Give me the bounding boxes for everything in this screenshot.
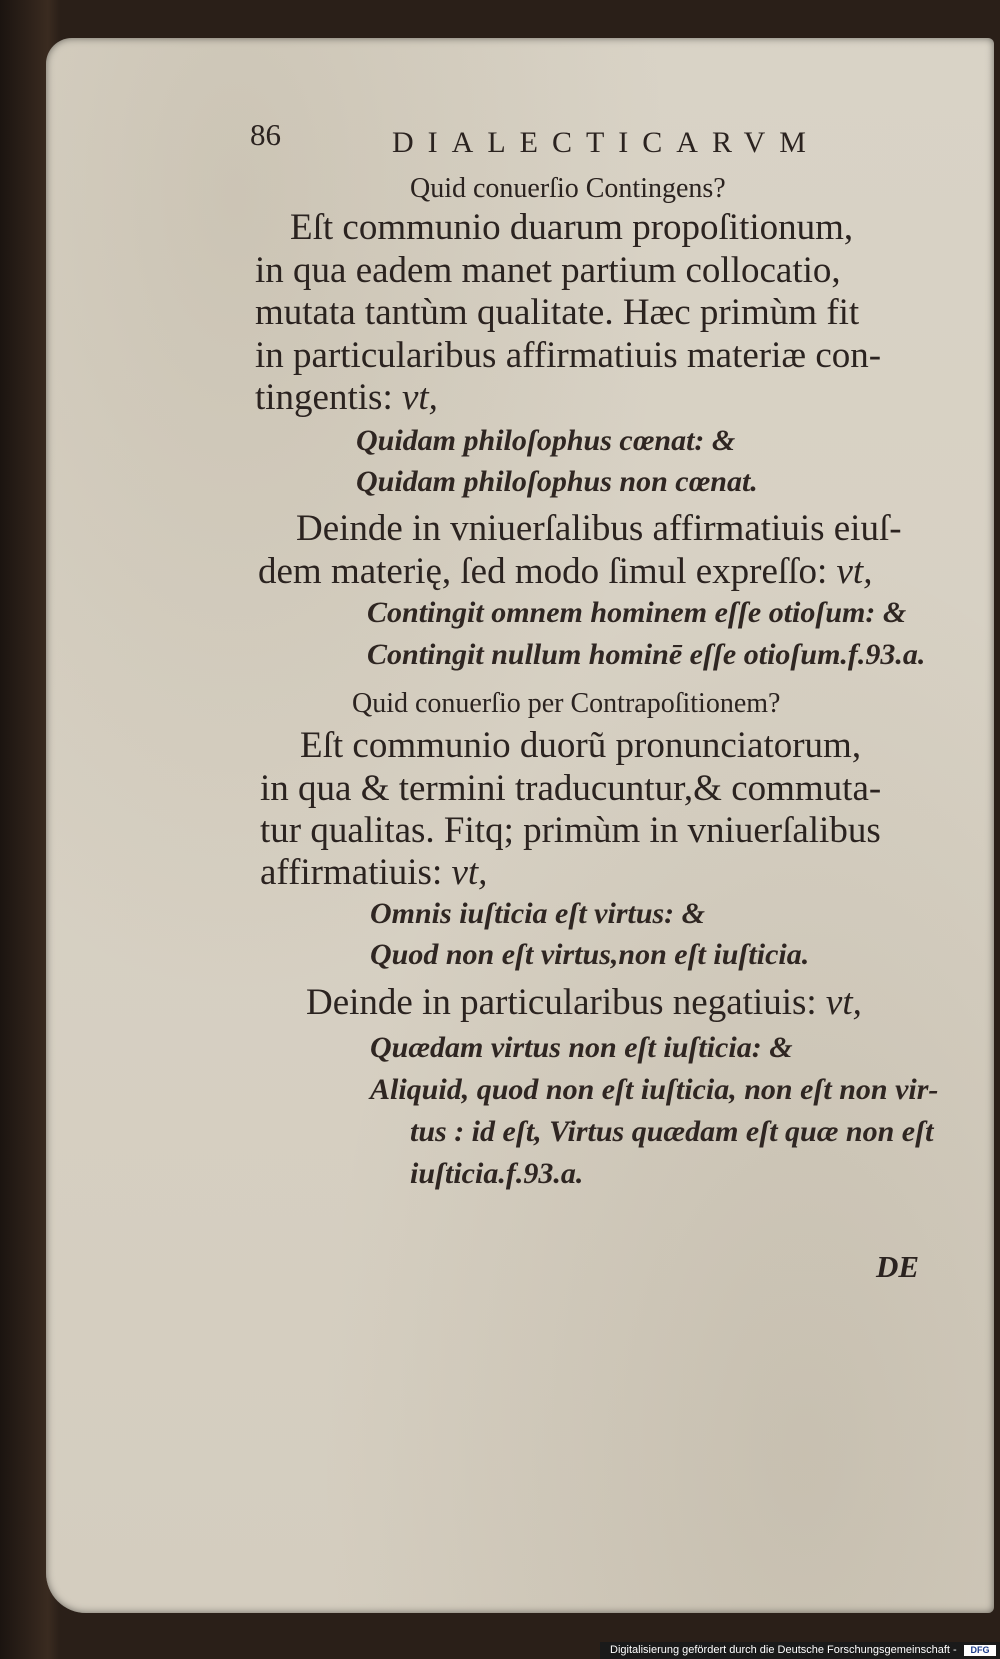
catchword: DE <box>876 1249 920 1284</box>
example-line: Contingit omnem hominem eſſe otioſum: & <box>367 596 907 629</box>
body-line <box>260 852 487 894</box>
question-heading-2: Quid conuerſio per Contrapoſitionem? <box>352 688 781 719</box>
body-line: Deinde in vniuerſalibus affirmatiuis eiuſ- <box>296 508 902 549</box>
running-head: DIALECTICARVM <box>392 126 820 159</box>
body-line: Eſt communio duorũ pronunciatorum, <box>300 725 862 766</box>
body-line: Eſt communio duarum propoſitionum, <box>290 207 854 248</box>
body-line <box>306 982 862 1024</box>
example-line: Contingit nullum hominē eſſe otioſum.f.93.a. <box>367 638 926 671</box>
example-line: iuſticia.f.93.a. <box>410 1157 584 1190</box>
example-line: Aliquid, quod non eſt iuſticia, non eſt non vir- <box>370 1073 939 1106</box>
example-line: Quædam virtus non eſt iuſticia: & <box>370 1031 793 1064</box>
body-line: mutata tantùm qualitate. Hæc primùm fit <box>255 292 860 333</box>
body-text: dem materię, ſed modo ſimul expreſſo: <box>258 551 828 592</box>
example-line: tus : id eſt, Virtus quædam eſt quæ non eſt <box>410 1115 934 1148</box>
example-line: Quidam philoſophus non cœnat. <box>356 465 758 498</box>
body-line: tur qualitas. Fitq; primùm in vniuerſalibus <box>260 810 881 851</box>
body-line <box>255 377 438 419</box>
body-text: affirmatiuis: <box>260 852 443 893</box>
body-line <box>258 551 872 593</box>
vt-marker: vt, <box>836 551 873 592</box>
body-text: tingentis: <box>255 377 393 418</box>
question-heading-1: Quid conuerſio Contingens? <box>410 173 726 204</box>
page-number: 86 <box>250 117 281 152</box>
example-line: Quod non eſt virtus,non eſt iuſticia. <box>370 938 810 971</box>
body-text: Deinde in particularibus negatiuis: <box>306 982 817 1023</box>
credit-text: Digitalisierung gefördert durch die Deutsche Forschungsgemeinschaft - <box>610 1644 957 1656</box>
body-line: in qua eadem manet partium collocatio, <box>255 250 841 291</box>
vt-marker: vt, <box>401 377 438 418</box>
example-line: Quidam philoſophus cœnat: & <box>356 424 736 457</box>
example-line: Omnis iuſticia eſt virtus: & <box>370 897 706 930</box>
vt-marker: vt, <box>451 852 488 893</box>
vt-marker: vt, <box>825 982 862 1023</box>
body-line: in particularibus affirmatiuis materiæ con- <box>255 335 882 376</box>
body-line: in qua & termini traducuntur,& commuta- <box>260 768 882 809</box>
dfg-logo: DFG <box>964 1645 996 1656</box>
digitization-credit-bar <box>600 1642 1000 1659</box>
